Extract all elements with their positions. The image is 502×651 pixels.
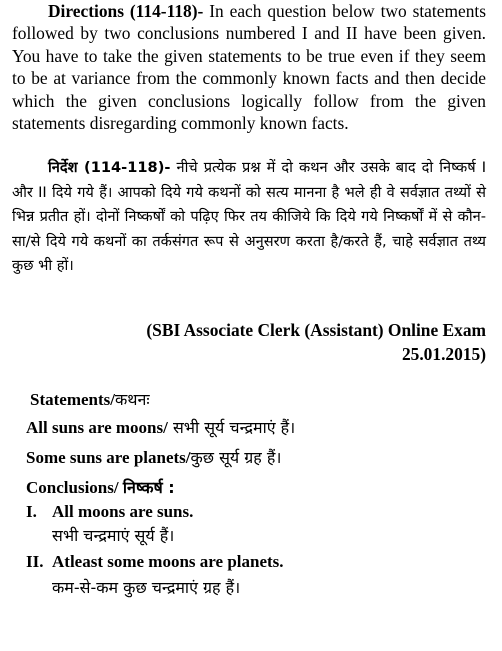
- conclusion-1-number: I.: [26, 502, 37, 521]
- exam-source-line1: (SBI Associate Clerk (Assistant) Online Exam: [146, 320, 486, 340]
- statement-1: All suns are moons/ सभी सूर्य चन्द्रमाएं हैं।: [26, 418, 296, 437]
- directions-english-body: In each question below two statements followed by two conclusions numbered I and II have been given. You have to take the given statements to be true even if they seem to be at variance from the commonly known facts and then decide which the given conclusions logically follow from the given statements disregarding commonly known facts.: [12, 1, 486, 134]
- statements-label: Statements/कथनः: [30, 390, 150, 409]
- conclusion-1-hindi: सभी चन्द्रमाएं सूर्य हैं।: [52, 526, 175, 545]
- directions-hindi: [12, 156, 486, 279]
- directions-hindi-body: नीचे प्रत्येक प्रश्न में दो कथन और उसके बाद दो निष्कर्ष I और II दिये गये हैं। आपको दिये गये कथनों को सत्य मानना है भले ही वे सर्वज्ञात तथ्यों से भिन्न प्रतीत हों। दोनों निष्कर्षों को पढ़िए फिर तय कीजिये कि दिये गये निष्कर्षों में से कौन-सा/से दिये गये कथनों का तर्कसंगत रूप से अनुसरण करता है/करते हैं, चाहे सर्वज्ञात तथ्य कुछ भी हों।: [12, 159, 486, 275]
- directions-english-heading: Directions (114-118)-: [48, 1, 204, 21]
- statement-2: Some suns are planets/कुछ सूर्य ग्रह हैं।: [26, 448, 282, 467]
- conclusion-2-number: II.: [26, 552, 44, 571]
- conclusion-1-english: All moons are suns.: [52, 502, 194, 521]
- exam-source: [86, 318, 486, 366]
- conclusions-label: Conclusions/ निष्कर्ष :: [26, 478, 175, 497]
- directions-english: [12, 0, 486, 134]
- exam-source-date: 25.01.2015): [401, 344, 486, 364]
- conclusion-2-english: Atleast some moons are planets.: [52, 552, 284, 571]
- directions-hindi-heading: निर्देश (114-118)-: [48, 159, 171, 176]
- conclusion-2-hindi: कम-से-कम कुछ चन्द्रमाएं ग्रह हैं।: [52, 578, 241, 597]
